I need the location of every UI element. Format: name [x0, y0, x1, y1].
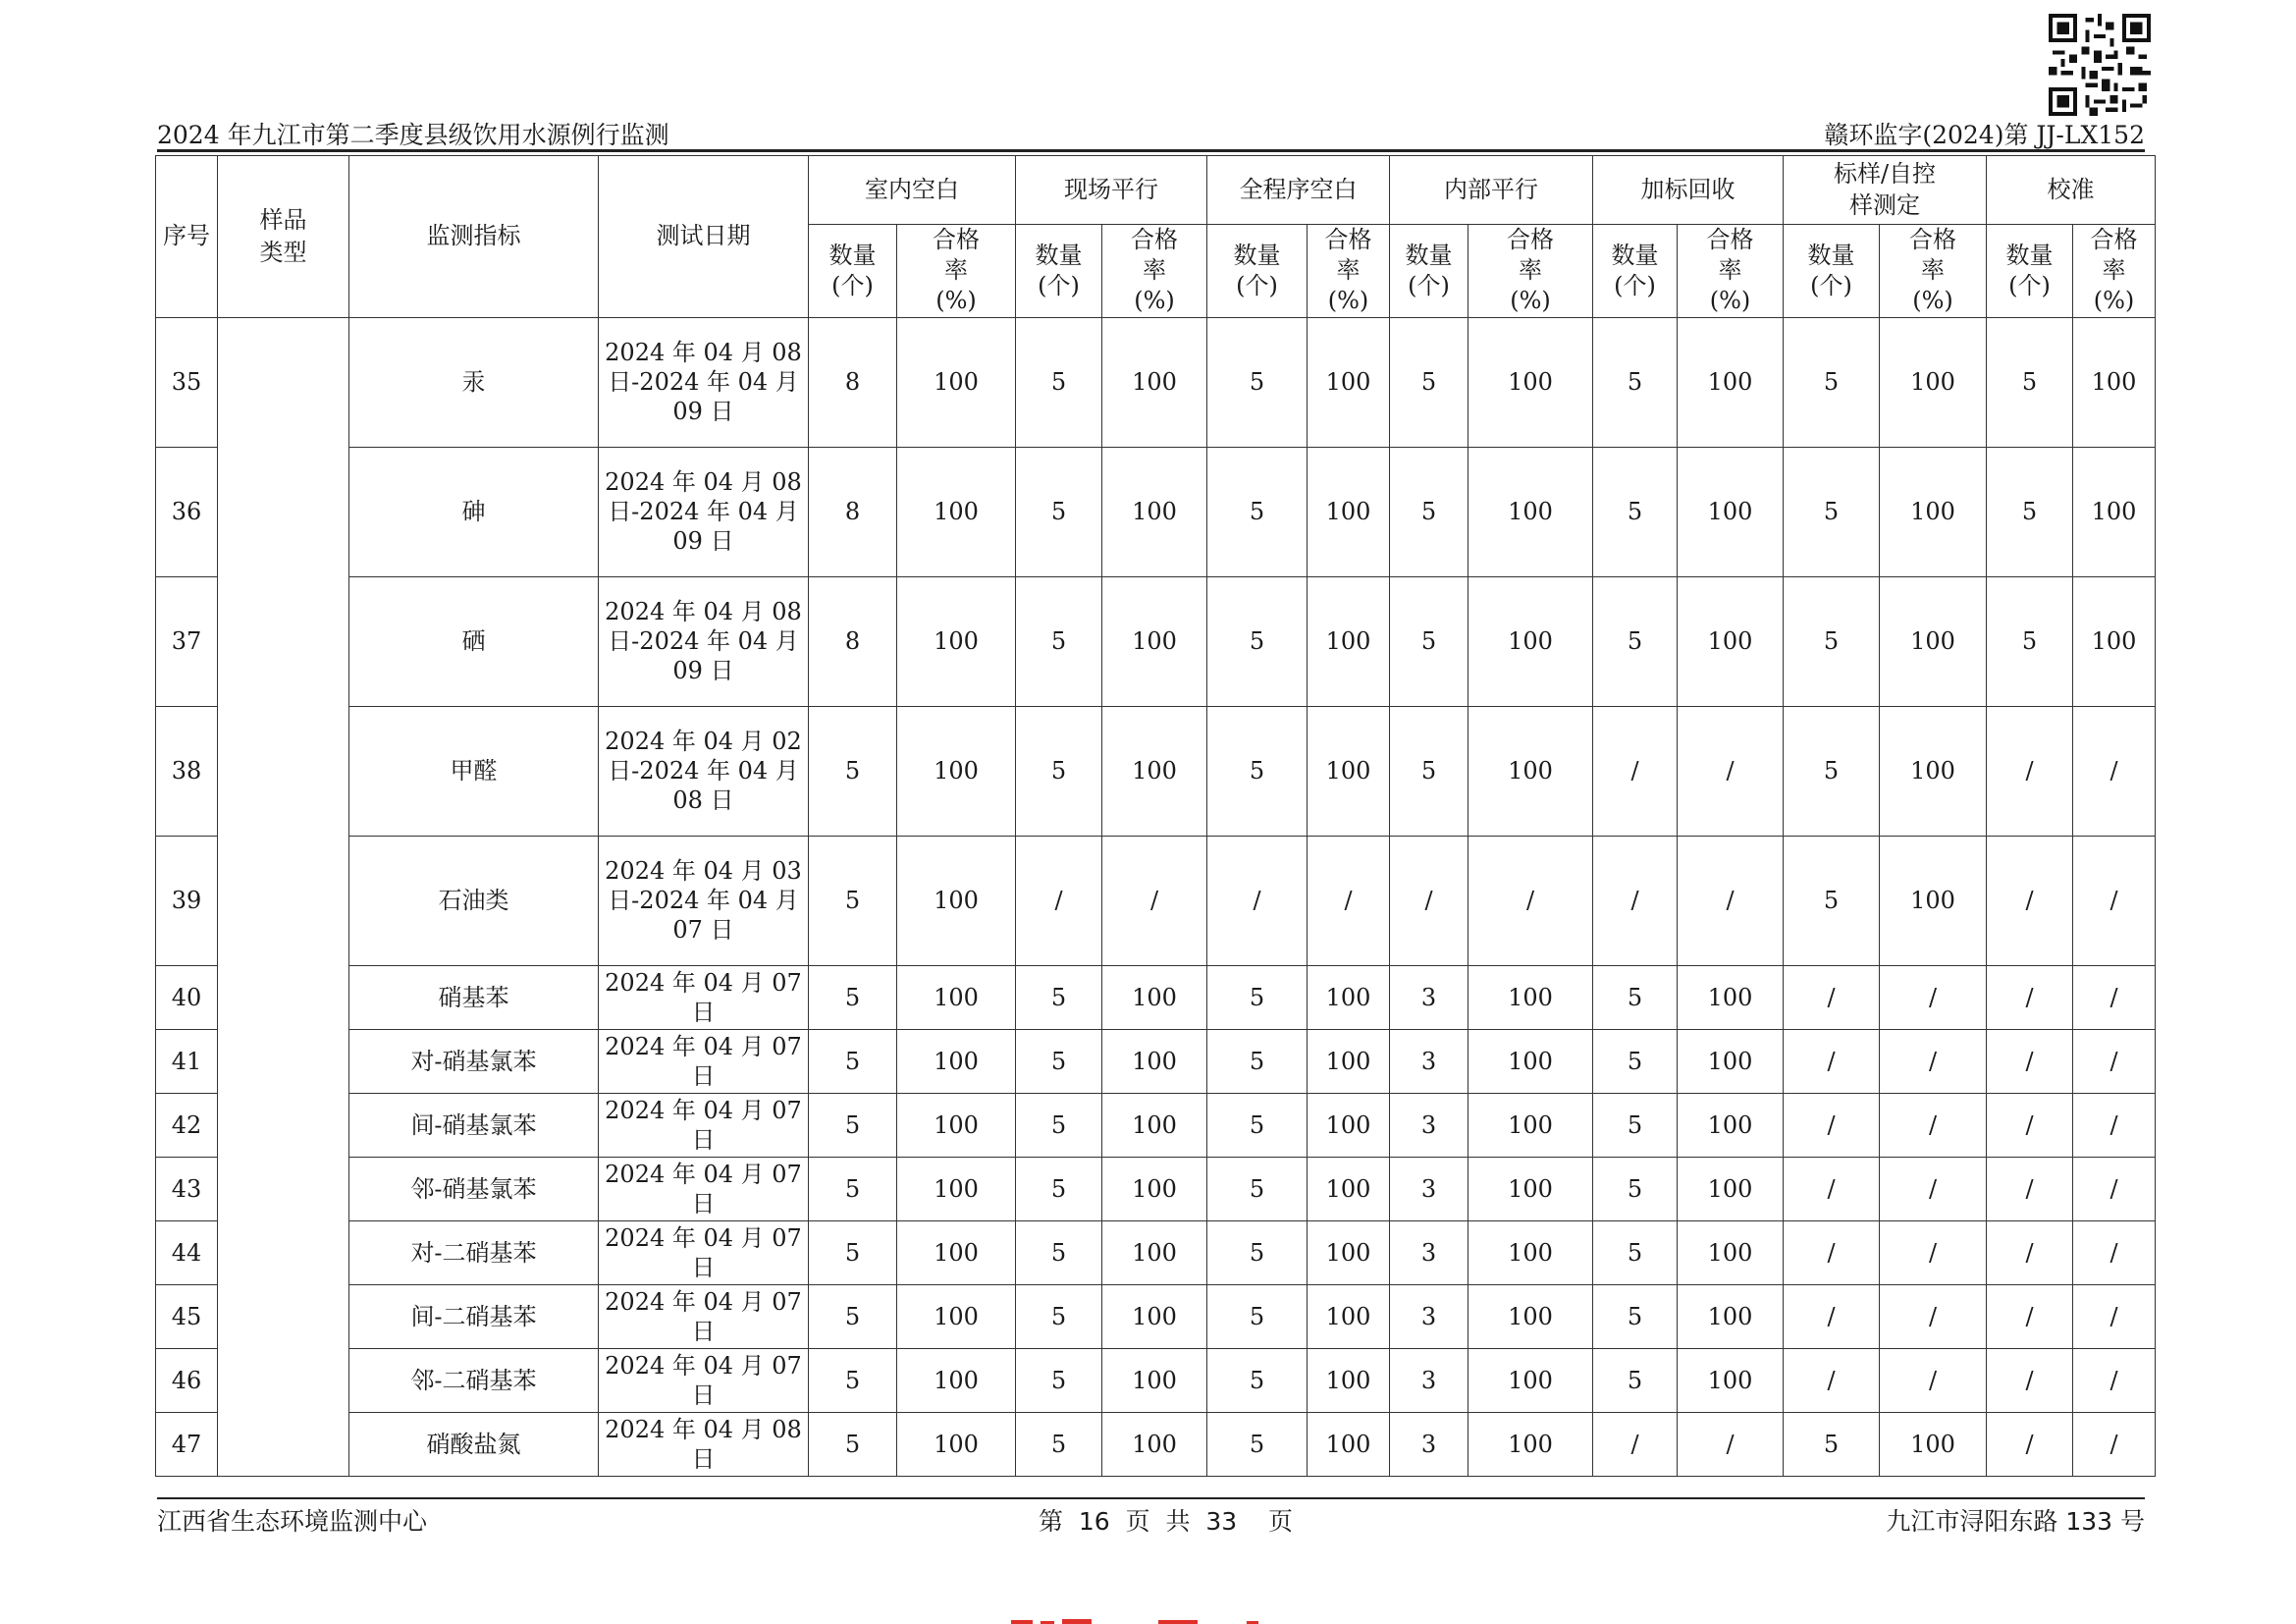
- cell-qty: 5: [1016, 1157, 1102, 1220]
- cell-rate: 100: [1880, 447, 1987, 576]
- col-rate: 合格率(%): [1468, 225, 1593, 318]
- cell-rate: 100: [1468, 1029, 1593, 1093]
- cell-qty: 3: [1390, 1284, 1468, 1348]
- cell-qty: 5: [1207, 1284, 1308, 1348]
- qr-code-icon: [2049, 14, 2151, 116]
- cell-rate: 100: [1468, 317, 1593, 447]
- cell-qty: 5: [1207, 1029, 1308, 1093]
- cell-rate: /: [1308, 836, 1390, 965]
- cell-rate: 100: [1308, 447, 1390, 576]
- col-rate: 合格率(%): [1678, 225, 1784, 318]
- cell-rate: 100: [1308, 1093, 1390, 1157]
- table-row: [156, 1412, 2156, 1476]
- cell-rate: 100: [897, 1220, 1016, 1284]
- cell-qty: 5: [1784, 1412, 1880, 1476]
- cell-qty: /: [1987, 706, 2073, 836]
- cell-rate: 100: [897, 447, 1016, 576]
- cell-qty: 5: [809, 1157, 897, 1220]
- row-indicator: 对-二硝基苯: [349, 1220, 599, 1284]
- cell-rate: 100: [897, 965, 1016, 1029]
- row-test-date: 2024 年 04 月 08 日-2024 年 04 月 09 日: [599, 317, 809, 447]
- row-seq: 35: [156, 317, 218, 447]
- page-number: 第 16 页 共 33 页: [1039, 1507, 1293, 1536]
- cell-rate: 100: [1102, 1284, 1207, 1348]
- cell-rate: 100: [1678, 965, 1784, 1029]
- cell-qty: 5: [1593, 1029, 1678, 1093]
- cell-qty: /: [1987, 1093, 2073, 1157]
- cell-qty: 8: [809, 447, 897, 576]
- cell-qty: /: [1987, 965, 2073, 1029]
- cell-qty: 5: [1784, 317, 1880, 447]
- col-qty: 数量(个): [1016, 225, 1102, 318]
- cell-rate: 100: [897, 1093, 1016, 1157]
- row-test-date: 2024 年 04 月 07 日: [599, 1220, 809, 1284]
- cell-rate: 100: [1468, 1348, 1593, 1412]
- cell-rate: /: [1678, 706, 1784, 836]
- cell-rate: 100: [1678, 1157, 1784, 1220]
- cell-rate: /: [1102, 836, 1207, 965]
- cell-qty: 3: [1390, 1093, 1468, 1157]
- cell-rate: 100: [1468, 1093, 1593, 1157]
- cell-rate: /: [1678, 836, 1784, 965]
- group-header: 校准: [1987, 156, 2156, 225]
- cell-qty: 5: [1016, 576, 1102, 706]
- group-header: 加标回收: [1593, 156, 1784, 225]
- row-indicator: 石油类: [349, 836, 599, 965]
- cell-qty: 5: [1784, 706, 1880, 836]
- col-rate: 合格率(%): [1880, 225, 1987, 318]
- table-row: [156, 1284, 2156, 1348]
- cell-rate: 100: [1102, 706, 1207, 836]
- cell-qty: 5: [809, 965, 897, 1029]
- row-seq: 46: [156, 1348, 218, 1412]
- cell-qty: /: [1784, 1284, 1880, 1348]
- cell-rate: 100: [1102, 1029, 1207, 1093]
- cell-rate: /: [1880, 1157, 1987, 1220]
- row-test-date: 2024 年 04 月 08 日-2024 年 04 月 09 日: [599, 447, 809, 576]
- cell-rate: /: [1880, 1093, 1987, 1157]
- table-row: [156, 1029, 2156, 1093]
- cell-qty: 5: [1207, 1220, 1308, 1284]
- cell-qty: 5: [1390, 706, 1468, 836]
- group-header: 全程序空白: [1207, 156, 1390, 225]
- cell-qty: /: [1987, 1412, 2073, 1476]
- cell-rate: /: [1678, 1412, 1784, 1476]
- cell-rate: 100: [1102, 1348, 1207, 1412]
- row-seq: 40: [156, 965, 218, 1029]
- cell-rate: 100: [2073, 317, 2156, 447]
- cell-qty: 5: [1987, 317, 2073, 447]
- cell-qty: /: [1987, 1157, 2073, 1220]
- row-seq: 38: [156, 706, 218, 836]
- cell-qty: 3: [1390, 1220, 1468, 1284]
- col-rate: 合格率(%): [1102, 225, 1207, 318]
- col-rate: 合格率(%): [897, 225, 1016, 318]
- row-seq: 42: [156, 1093, 218, 1157]
- cell-rate: 100: [897, 706, 1016, 836]
- cell-qty: 5: [1784, 447, 1880, 576]
- row-indicator: 砷: [349, 447, 599, 576]
- cell-qty: 8: [809, 317, 897, 447]
- cell-qty: 5: [1593, 1157, 1678, 1220]
- table-row: [156, 965, 2156, 1029]
- cell-qty: 5: [1016, 1412, 1102, 1476]
- row-test-date: 2024 年 04 月 07 日: [599, 1348, 809, 1412]
- cell-rate: 100: [1880, 317, 1987, 447]
- cell-qty: /: [1593, 836, 1678, 965]
- cell-rate: 100: [1102, 1093, 1207, 1157]
- cell-qty: 5: [1207, 317, 1308, 447]
- col-sample-type: 样品类型: [218, 156, 349, 318]
- cell-rate: 100: [1102, 576, 1207, 706]
- cell-qty: 5: [1207, 1412, 1308, 1476]
- cell-qty: 5: [809, 1093, 897, 1157]
- col-qty: 数量(个): [1784, 225, 1880, 318]
- cell-rate: 100: [1880, 576, 1987, 706]
- cell-rate: 100: [1308, 1284, 1390, 1348]
- col-rate: 合格率(%): [1308, 225, 1390, 318]
- cell-rate: 100: [1678, 1284, 1784, 1348]
- cell-rate: 100: [1102, 317, 1207, 447]
- cell-qty: 5: [1016, 1220, 1102, 1284]
- table-row: [156, 447, 2156, 576]
- col-seq: 序号: [156, 156, 218, 318]
- cell-rate: 100: [1678, 1348, 1784, 1412]
- cell-qty: 5: [1016, 1093, 1102, 1157]
- cell-qty: 3: [1390, 965, 1468, 1029]
- cell-rate: /: [1880, 1220, 1987, 1284]
- row-indicator: 邻-硝基氯苯: [349, 1157, 599, 1220]
- cell-rate: /: [2073, 1348, 2156, 1412]
- cell-qty: 5: [1016, 965, 1102, 1029]
- table-row: [156, 1093, 2156, 1157]
- cell-rate: 100: [1468, 1284, 1593, 1348]
- row-indicator: 对-硝基氯苯: [349, 1029, 599, 1093]
- row-test-date: 2024 年 04 月 02 日-2024 年 04 月 08 日: [599, 706, 809, 836]
- cell-qty: /: [1987, 1348, 2073, 1412]
- cell-qty: /: [1593, 1412, 1678, 1476]
- cell-rate: /: [1880, 1284, 1987, 1348]
- cell-rate: 100: [1678, 1220, 1784, 1284]
- group-header: 现场平行: [1016, 156, 1207, 225]
- row-indicator: 硝基苯: [349, 965, 599, 1029]
- cell-rate: 100: [2073, 576, 2156, 706]
- row-test-date: 2024 年 04 月 08 日: [599, 1412, 809, 1476]
- row-seq: 41: [156, 1029, 218, 1093]
- cell-qty: /: [1593, 706, 1678, 836]
- col-indicator: 监测指标: [349, 156, 599, 318]
- cell-qty: 3: [1390, 1029, 1468, 1093]
- cell-rate: /: [2073, 1157, 2156, 1220]
- cell-rate: 100: [1468, 965, 1593, 1029]
- table-row: [156, 706, 2156, 836]
- row-indicator: 硒: [349, 576, 599, 706]
- cell-rate: 100: [897, 1284, 1016, 1348]
- col-qty: 数量(个): [1207, 225, 1308, 318]
- cell-rate: /: [2073, 836, 2156, 965]
- cell-rate: 100: [2073, 447, 2156, 576]
- table-row: [156, 1348, 2156, 1412]
- cell-qty: /: [1784, 1348, 1880, 1412]
- cell-qty: 5: [809, 836, 897, 965]
- cell-rate: 100: [1308, 317, 1390, 447]
- cell-rate: 100: [897, 1029, 1016, 1093]
- cell-qty: 5: [1593, 576, 1678, 706]
- group-header: 标样/自控样测定: [1784, 156, 1987, 225]
- row-test-date: 2024 年 04 月 07 日: [599, 1093, 809, 1157]
- report-number: 赣环监字(2024)第 JJ-LX152: [1824, 121, 2145, 149]
- cell-qty: 5: [1207, 1157, 1308, 1220]
- col-qty: 数量(个): [809, 225, 897, 318]
- cell-qty: 5: [1987, 576, 2073, 706]
- cell-rate: 100: [1102, 447, 1207, 576]
- cell-rate: 100: [1308, 706, 1390, 836]
- cell-rate: 100: [1678, 317, 1784, 447]
- cell-qty: 5: [1593, 447, 1678, 576]
- col-rate: 合格率(%): [2073, 225, 2156, 318]
- cell-qty: 5: [1207, 1093, 1308, 1157]
- cell-rate: /: [1468, 836, 1593, 965]
- cell-qty: 5: [809, 706, 897, 836]
- sample-type-cell: [218, 317, 349, 1476]
- cell-rate: 100: [1678, 576, 1784, 706]
- col-qty: 数量(个): [1593, 225, 1678, 318]
- cell-qty: 5: [809, 1348, 897, 1412]
- cell-rate: 100: [1880, 836, 1987, 965]
- cell-qty: 5: [1016, 1348, 1102, 1412]
- table-row: [156, 576, 2156, 706]
- table-row: [156, 836, 2156, 965]
- cell-qty: 5: [1016, 1284, 1102, 1348]
- row-test-date: 2024 年 04 月 07 日: [599, 1157, 809, 1220]
- cell-qty: /: [1784, 1157, 1880, 1220]
- cell-qty: 3: [1390, 1348, 1468, 1412]
- cell-rate: 100: [1468, 576, 1593, 706]
- cell-qty: 5: [1390, 447, 1468, 576]
- footer-rule: [157, 1497, 2145, 1499]
- cell-rate: 100: [1468, 706, 1593, 836]
- cell-rate: 100: [897, 317, 1016, 447]
- cell-rate: 100: [1880, 706, 1987, 836]
- cell-qty: 5: [1593, 1284, 1678, 1348]
- cell-rate: 100: [1308, 1157, 1390, 1220]
- cell-qty: /: [1784, 965, 1880, 1029]
- cell-qty: 5: [1207, 706, 1308, 836]
- row-seq: 45: [156, 1284, 218, 1348]
- cell-qty: 5: [809, 1029, 897, 1093]
- cell-rate: 100: [1468, 1220, 1593, 1284]
- qc-table: [155, 155, 2156, 1477]
- table-row: [156, 1157, 2156, 1220]
- cell-qty: 5: [1016, 706, 1102, 836]
- cell-rate: 100: [1102, 1220, 1207, 1284]
- cell-rate: 100: [1308, 576, 1390, 706]
- cell-qty: /: [1987, 1220, 2073, 1284]
- cell-rate: 100: [1678, 1029, 1784, 1093]
- cell-qty: 5: [1784, 576, 1880, 706]
- report-title: 2024 年九江市第二季度县级饮用水源例行监测: [157, 121, 669, 149]
- cell-qty: /: [1207, 836, 1308, 965]
- row-indicator: 间-硝基氯苯: [349, 1093, 599, 1157]
- cell-rate: 100: [1468, 1412, 1593, 1476]
- cell-qty: 5: [1593, 317, 1678, 447]
- group-header: 内部平行: [1390, 156, 1593, 225]
- row-indicator: 汞: [349, 317, 599, 447]
- cell-qty: 5: [1987, 447, 2073, 576]
- cell-qty: /: [1784, 1029, 1880, 1093]
- row-indicator: 甲醛: [349, 706, 599, 836]
- cell-rate: /: [2073, 1029, 2156, 1093]
- row-test-date: 2024 年 04 月 07 日: [599, 965, 809, 1029]
- cell-rate: /: [2073, 965, 2156, 1029]
- row-indicator: 硝酸盐氮: [349, 1412, 599, 1476]
- row-test-date: 2024 年 04 月 07 日: [599, 1284, 809, 1348]
- cell-qty: 5: [1207, 576, 1308, 706]
- cell-qty: 5: [1593, 1348, 1678, 1412]
- row-indicator: 间-二硝基苯: [349, 1284, 599, 1348]
- row-seq: 39: [156, 836, 218, 965]
- cell-rate: 100: [1102, 965, 1207, 1029]
- table-row: [156, 1220, 2156, 1284]
- table-row: [156, 317, 2156, 447]
- cell-rate: 100: [1468, 447, 1593, 576]
- cell-qty: 5: [1784, 836, 1880, 965]
- cell-qty: /: [1784, 1093, 1880, 1157]
- row-seq: 36: [156, 447, 218, 576]
- row-seq: 37: [156, 576, 218, 706]
- cell-rate: 100: [1102, 1412, 1207, 1476]
- cell-qty: /: [1987, 1284, 2073, 1348]
- cell-rate: 100: [1468, 1157, 1593, 1220]
- cell-rate: /: [1880, 965, 1987, 1029]
- cell-qty: 5: [809, 1412, 897, 1476]
- col-qty: 数量(个): [1390, 225, 1468, 318]
- cell-qty: 8: [809, 576, 897, 706]
- cell-rate: 100: [1678, 447, 1784, 576]
- cell-qty: 5: [1593, 1093, 1678, 1157]
- cell-rate: 100: [1102, 1157, 1207, 1220]
- seal-stamp-icon: [1011, 1618, 1306, 1624]
- cell-rate: /: [2073, 1220, 2156, 1284]
- cell-rate: 100: [1308, 1412, 1390, 1476]
- cell-qty: 5: [1016, 447, 1102, 576]
- header-rule: [157, 149, 2145, 152]
- cell-rate: 100: [1308, 1348, 1390, 1412]
- cell-qty: 5: [1207, 1348, 1308, 1412]
- row-test-date: 2024 年 04 月 03 日-2024 年 04 月 07 日: [599, 836, 809, 965]
- row-test-date: 2024 年 04 月 07 日: [599, 1029, 809, 1093]
- cell-rate: /: [1880, 1348, 1987, 1412]
- cell-qty: 5: [1016, 317, 1102, 447]
- cell-rate: 100: [1308, 1029, 1390, 1093]
- cell-qty: 5: [1390, 317, 1468, 447]
- cell-qty: /: [1987, 836, 2073, 965]
- group-header: 室内空白: [809, 156, 1016, 225]
- cell-rate: 100: [1308, 1220, 1390, 1284]
- row-indicator: 邻-二硝基苯: [349, 1348, 599, 1412]
- col-qty: 数量(个): [1987, 225, 2073, 318]
- cell-qty: 3: [1390, 1412, 1468, 1476]
- cell-qty: 5: [1207, 447, 1308, 576]
- cell-rate: /: [2073, 1284, 2156, 1348]
- footer-org: 江西省生态环境监测中心: [157, 1507, 428, 1536]
- cell-qty: /: [1390, 836, 1468, 965]
- cell-rate: 100: [897, 1348, 1016, 1412]
- row-seq: 44: [156, 1220, 218, 1284]
- cell-qty: 5: [1593, 1220, 1678, 1284]
- row-seq: 43: [156, 1157, 218, 1220]
- cell-qty: /: [1987, 1029, 2073, 1093]
- cell-qty: 3: [1390, 1157, 1468, 1220]
- cell-rate: /: [1880, 1029, 1987, 1093]
- row-seq: 47: [156, 1412, 218, 1476]
- cell-rate: 100: [897, 1412, 1016, 1476]
- cell-qty: 5: [809, 1284, 897, 1348]
- cell-rate: 100: [897, 836, 1016, 965]
- cell-qty: 5: [1390, 576, 1468, 706]
- cell-qty: 5: [1593, 965, 1678, 1029]
- cell-rate: /: [2073, 706, 2156, 836]
- cell-rate: 100: [1880, 1412, 1987, 1476]
- cell-rate: 100: [1308, 965, 1390, 1029]
- cell-rate: 100: [1678, 1093, 1784, 1157]
- cell-rate: 100: [897, 576, 1016, 706]
- row-test-date: 2024 年 04 月 08 日-2024 年 04 月 09 日: [599, 576, 809, 706]
- cell-rate: 100: [897, 1157, 1016, 1220]
- cell-qty: 5: [1207, 965, 1308, 1029]
- cell-qty: /: [1016, 836, 1102, 965]
- cell-rate: /: [2073, 1093, 2156, 1157]
- cell-rate: /: [2073, 1412, 2156, 1476]
- cell-qty: 5: [809, 1220, 897, 1284]
- footer-address: 九江市浔阳东路 133 号: [1886, 1507, 2145, 1536]
- col-test-date: 测试日期: [599, 156, 809, 318]
- cell-qty: 5: [1016, 1029, 1102, 1093]
- cell-qty: /: [1784, 1220, 1880, 1284]
